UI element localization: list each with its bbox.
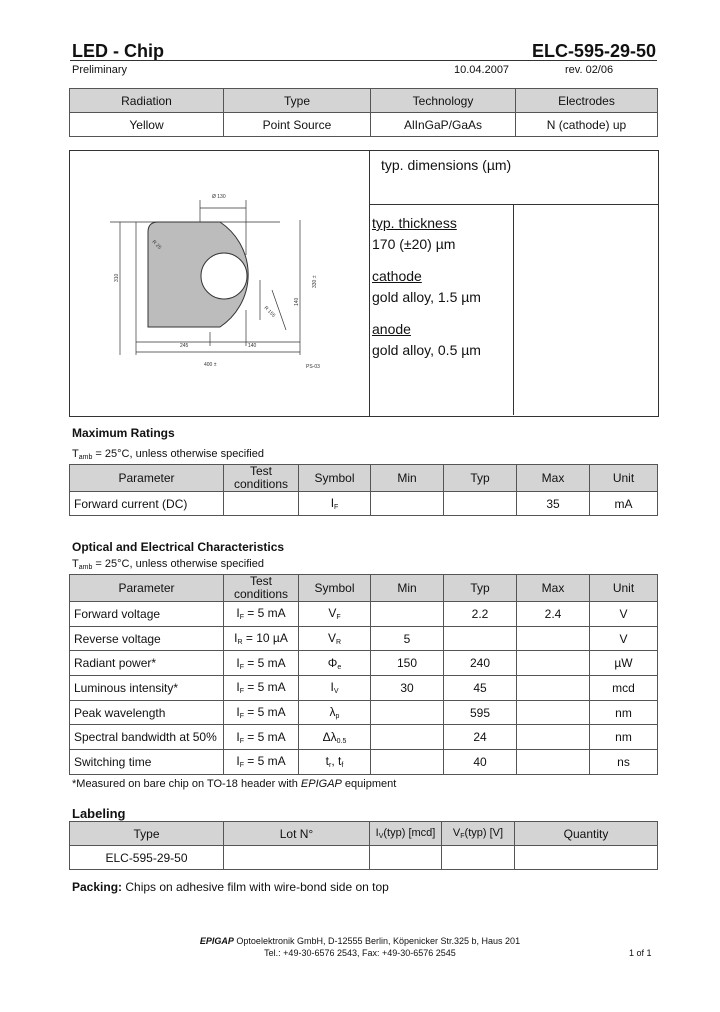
col-typ: Typ xyxy=(444,465,517,492)
col-typ: Typ xyxy=(444,575,517,602)
thickness-label: typ. thickness xyxy=(372,215,457,231)
labeling-table xyxy=(69,821,658,870)
max-ratings-heading: Maximum Ratings xyxy=(72,426,175,440)
typ-cell: 40 xyxy=(444,750,517,775)
cathode-label: cathode xyxy=(372,268,422,284)
col-test-conditions: Test conditions xyxy=(224,575,299,602)
col-lot: Lot N° xyxy=(224,822,370,846)
param-cell: Forward voltage xyxy=(70,602,224,627)
min-cell xyxy=(371,725,444,750)
min-cell: 30 xyxy=(371,676,444,701)
doc-status: Preliminary xyxy=(72,64,128,76)
doc-date: 10.04.2007 xyxy=(454,64,510,76)
min-cell xyxy=(371,700,444,725)
table-row xyxy=(70,750,658,775)
symbol-cell: $\Delta\lambda_{0.5}$ xyxy=(299,725,371,750)
dimensions-heading: typ. dimensions (µm) xyxy=(381,157,512,173)
col-electrodes: Electrodes xyxy=(516,89,658,113)
typ-cell: 240 xyxy=(444,651,517,676)
col-iv: $I_V(typ)$ [mcd] xyxy=(370,822,442,846)
footer-line2: Tel.: +49-30-6576 2543, Fax: +49-30-6576 2545 xyxy=(264,948,456,958)
col-technology: Technology xyxy=(371,89,516,113)
max-cell xyxy=(517,676,590,701)
col-quantity: Quantity xyxy=(515,822,658,846)
symbol-cell: $V_F$ xyxy=(299,602,371,627)
col-vf: $V_F(typ)$ [V] xyxy=(442,822,515,846)
doc-revision: rev. 02/06 xyxy=(565,64,614,76)
dim-left: 310 xyxy=(114,273,120,282)
anode-value: gold alloy, 0.5 µm xyxy=(372,342,481,358)
unit-cell: ns xyxy=(590,750,658,775)
anode-label: anode xyxy=(372,321,411,337)
footnote: *Measured on bare chip on TO-18 header with EPIGAP equipment xyxy=(72,778,397,790)
unit-cell: nm xyxy=(590,725,658,750)
param-cell: Reverse voltage xyxy=(70,626,224,651)
radiation-value: Yellow xyxy=(70,113,224,137)
bond-pad xyxy=(201,253,247,299)
col-max: Max xyxy=(517,465,590,492)
dim-bottom-total: 400 ± xyxy=(204,362,217,368)
symbol-cell: $I_V$ xyxy=(299,676,371,701)
unit-cell: µW xyxy=(590,651,658,676)
page-number: 1 of 1 xyxy=(629,948,652,958)
col-unit: Unit xyxy=(590,465,658,492)
max-cell: 2.4 xyxy=(517,602,590,627)
dim-radius-tl: R 25 xyxy=(150,239,163,251)
dim-right-outer: 330 ± xyxy=(312,275,318,288)
min-cell xyxy=(371,750,444,775)
col-test-conditions: Test conditions xyxy=(224,465,299,492)
footer-line1: EPIGAP Optoelektronik GmbH, D-12555 Berlin, Köpenicker Str.325 b, Haus 201 xyxy=(199,936,521,946)
optical-table xyxy=(69,574,658,775)
param-cell: Switching time xyxy=(70,750,224,775)
unit-cell: V xyxy=(590,602,658,627)
col-type: Type xyxy=(224,89,371,113)
col-min: Min xyxy=(371,465,444,492)
col-symbol: Symbol xyxy=(299,575,371,602)
max-conditions: $T_{amb} = 25^\circ C$, unless otherwise specified xyxy=(72,448,264,461)
dim-top: Ø 130 xyxy=(212,194,226,200)
table-row xyxy=(70,492,658,516)
max-cell xyxy=(517,626,590,651)
optical-conditions: $T_{amb} = 25^\circ C$, unless otherwise specified xyxy=(72,558,264,571)
test-condition-cell: $I_F = 5$ mA xyxy=(224,700,299,725)
typ-cell: 45 xyxy=(444,676,517,701)
test-condition-cell: $I_F = 5$ mA xyxy=(224,676,299,701)
col-unit: Unit xyxy=(590,575,658,602)
col-parameter: Parameter xyxy=(70,575,224,602)
test-condition-cell: $I_F = 5$ mA xyxy=(224,602,299,627)
symbol-cell: $I_F$ xyxy=(299,492,371,516)
table-row xyxy=(70,602,658,627)
symbol-cell: $\Phi_e$ xyxy=(299,651,371,676)
col-min: Min xyxy=(371,575,444,602)
table-row xyxy=(70,725,658,750)
dim-radius-br: R 155 xyxy=(262,305,277,319)
param-cell: Luminous intensity* xyxy=(70,676,224,701)
test-condition-cell: $I_F = 5$ mA xyxy=(224,651,299,676)
max-cell xyxy=(517,651,590,676)
dim-bottom-a: 245 xyxy=(180,343,189,349)
min-cell: 5 xyxy=(371,626,444,651)
part-number: ELC-595-29-50 xyxy=(531,41,656,61)
min-cell: 150 xyxy=(371,651,444,676)
technology-value: AlInGaP/GaAs xyxy=(371,113,516,137)
max-cell: 35 xyxy=(517,492,590,516)
typ-cell: 595 xyxy=(444,700,517,725)
type-value: Point Source xyxy=(224,113,371,137)
col-max: Max xyxy=(517,575,590,602)
test-condition-cell: $I_F = 5$ mA xyxy=(224,750,299,775)
unit-cell: mA xyxy=(590,492,658,516)
min-cell xyxy=(371,602,444,627)
test-condition-cell: $I_F = 5$ mA xyxy=(224,725,299,750)
max-cell xyxy=(517,750,590,775)
max-ratings-table xyxy=(69,464,658,516)
col-type: Type xyxy=(70,822,224,846)
packing-line: Packing: Chips on adhesive film with wire-bond side on top xyxy=(72,880,389,894)
table-row xyxy=(70,626,658,651)
table-row xyxy=(70,651,658,676)
col-parameter: Parameter xyxy=(70,465,224,492)
drawing-code: PS-03 xyxy=(306,364,320,370)
max-cell xyxy=(517,725,590,750)
doc-title: LED - Chip xyxy=(72,41,164,61)
test-condition-cell: $I_R = 10$ µA xyxy=(224,626,299,651)
typ-cell xyxy=(444,626,517,651)
dim-bottom-b: 140 xyxy=(248,343,257,349)
param-cell: Spectral bandwidth at 50% xyxy=(70,725,224,750)
optical-heading: Optical and Electrical Characteristics xyxy=(72,540,285,554)
param-cell: Forward current (DC) xyxy=(70,492,224,516)
dim-inner-h: 140 xyxy=(294,297,300,306)
chip-drawing xyxy=(100,180,340,380)
label-type-value: ELC-595-29-50 xyxy=(70,846,224,870)
typ-cell: 24 xyxy=(444,725,517,750)
symbol-cell: $\lambda_p$ xyxy=(299,700,371,725)
col-radiation: Radiation xyxy=(70,89,224,113)
col-symbol: Symbol xyxy=(299,465,371,492)
param-cell: Radiant power* xyxy=(70,651,224,676)
overview-table xyxy=(69,88,658,137)
table-row xyxy=(70,676,658,701)
symbol-cell: $t_r$, $t_f$ xyxy=(299,750,371,775)
max-cell xyxy=(517,700,590,725)
unit-cell: nm xyxy=(590,700,658,725)
table-row xyxy=(70,700,658,725)
thickness-value: 170 (±20) µm xyxy=(372,236,456,252)
cathode-value: gold alloy, 1.5 µm xyxy=(372,289,481,305)
param-cell: Peak wavelength xyxy=(70,700,224,725)
typ-cell: 2.2 xyxy=(444,602,517,627)
labeling-heading: Labeling xyxy=(72,806,126,821)
unit-cell: mcd xyxy=(590,676,658,701)
symbol-cell: $V_R$ xyxy=(299,626,371,651)
electrodes-value: N (cathode) up xyxy=(516,113,658,137)
unit-cell: V xyxy=(590,626,658,651)
